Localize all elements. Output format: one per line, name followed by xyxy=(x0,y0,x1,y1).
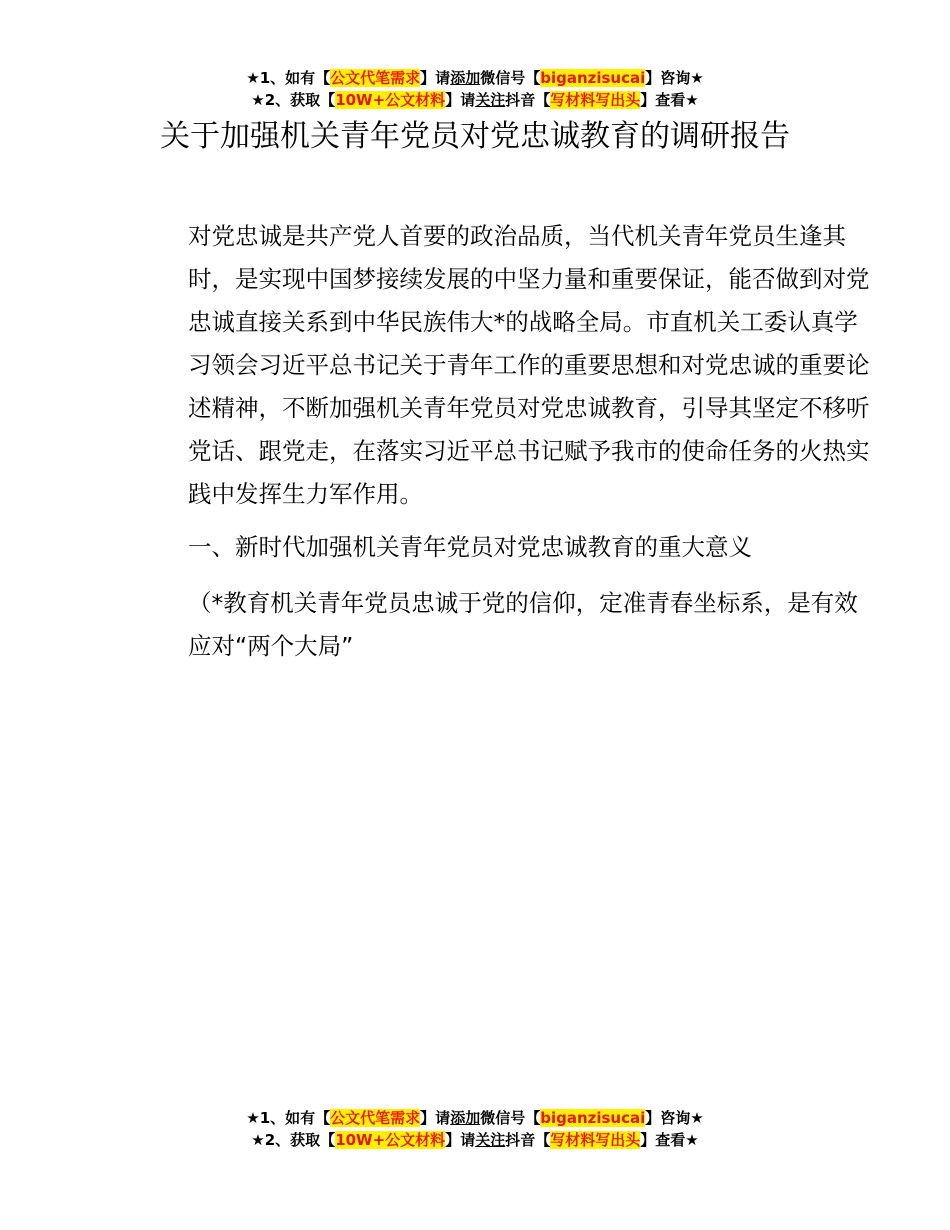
document-title: 关于加强机关青年党员对党忠诚教育的调研报告 xyxy=(160,119,790,154)
banner-line-1 xyxy=(0,67,950,89)
banner-text: ★1、如有【 xyxy=(246,69,331,87)
banner-text: 抖音【 xyxy=(505,91,551,109)
banner-highlight: 写材料写出头 xyxy=(550,1131,641,1149)
body-paragraph: （*教育机关青年党员忠诚于党的信仰，定准青春坐标系，是有效应对“两个大局” xyxy=(188,589,858,660)
banner-text: 】查看★ xyxy=(640,1131,699,1149)
banner-text: 】请 xyxy=(420,69,451,87)
banner-line-2 xyxy=(0,89,950,111)
banner-highlight: 公文代笔需求 xyxy=(330,69,421,87)
banner-underline: 添加 xyxy=(450,1109,481,1127)
banner-text: 】查看★ xyxy=(640,91,699,109)
section-heading: 一、新时代加强机关青年党员对党忠诚教育的重大意义 xyxy=(188,533,752,561)
banner-underline: 添加 xyxy=(450,69,481,87)
banner-line-2 xyxy=(0,1129,950,1151)
banner-highlight: 10W+公文材料 xyxy=(335,1131,446,1149)
banner-text: 抖音【 xyxy=(505,1131,551,1149)
banner-highlight: biganzisucai xyxy=(540,1109,646,1127)
banner-text: 】咨询★ xyxy=(645,1109,704,1127)
banner-highlight: 10W+公文材料 xyxy=(335,91,446,109)
banner-underline: 关注 xyxy=(475,91,506,109)
banner-text: 微信号【 xyxy=(480,69,541,87)
banner-text: ★1、如有【 xyxy=(246,1109,331,1127)
banner-text: ★2、获取【 xyxy=(251,91,336,109)
banner-underline: 关注 xyxy=(475,1131,506,1149)
banner-text: ★2、获取【 xyxy=(251,1131,336,1149)
banner-highlight: 写材料写出头 xyxy=(550,91,641,109)
banner-highlight: biganzisucai xyxy=(540,69,646,87)
banner-text: 】请 xyxy=(445,1131,476,1149)
header-banner xyxy=(0,67,950,111)
banner-text: 】请 xyxy=(420,1109,451,1127)
banner-text: 】请 xyxy=(445,91,476,109)
banner-line-1 xyxy=(0,1107,950,1129)
footer-banner xyxy=(0,1107,950,1151)
banner-highlight: 公文代笔需求 xyxy=(330,1109,421,1127)
banner-text: 微信号【 xyxy=(480,1109,541,1127)
body-paragraph: 对党忠诚是共产党人首要的政治品质，当代机关青年党员生逢其时，是实现中国梦接续发展的中坚力量和重要保证，能否做到对党忠诚直接关系到中华民族伟大*的战略全局。市直机关工委认真学习领会习近平总书记关于青年工作的重要思想和对党忠诚的重要论述精神，不断加强机关青年党员对党忠诚教育，引导其坚定不移听党话、跟党走，在落实习近平总书记赋予我市的使命任务的火热实践中发挥生力军作用。 xyxy=(188,222,870,508)
banner-text: 】咨询★ xyxy=(645,69,704,87)
